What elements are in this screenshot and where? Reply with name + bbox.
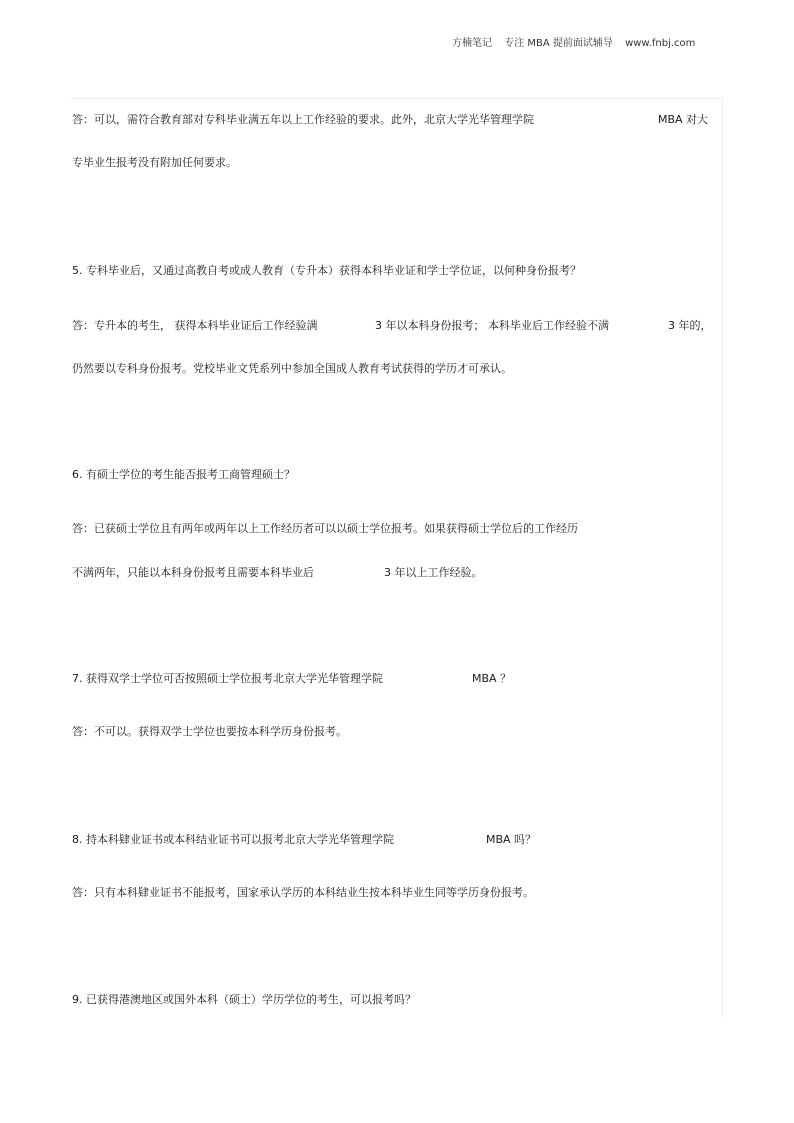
answer-5-line-1-tail: 3 年的， xyxy=(668,319,712,332)
answer-6-line-2: 不满两年，只能以本科身份报考且需要本科毕业后 xyxy=(72,566,314,579)
question-5: 5. 专科毕业后，又通过高教自考或成人教育（专升本）获得本科毕业证和学士学位证，以何种身份报考？ xyxy=(72,264,581,277)
page-header xyxy=(452,34,772,49)
question-7-tail: MBA ？ xyxy=(472,672,512,685)
frame-right-border xyxy=(722,98,723,1018)
answer-5-line-1: 答：专升本的考生， 获得本科毕业证后工作经验满 xyxy=(72,319,318,332)
answer-4-line-1-tail: MBA 对大 xyxy=(658,113,709,126)
answer-5-line-1-mid: 3 年以本科身份报考； 本科毕业后工作经验不满 xyxy=(375,319,609,332)
question-8: 8. 持本科肄业证书或本科结业证书可以报考北京大学光华管理学院 xyxy=(72,833,394,846)
frame-top-border xyxy=(70,98,722,99)
answer-6-line-1: 答：已获硕士学位且有两年或两年以上工作经历者可以以硕士学位报考。如果获得硕士学位后的工作经历 xyxy=(72,522,578,535)
question-7: 7. 获得双学士学位可否按照硕士学位报考北京大学光华管理学院 xyxy=(72,672,383,685)
answer-6-line-2-tail: 3 年以上工作经验。 xyxy=(384,566,483,579)
header-site-link[interactable]: www.fnbj.com xyxy=(625,38,696,49)
answer-5-line-2: 仍然要以专科身份报考。党校毕业文凭系列中参加全国成人教育考试获得的学历才可承认。 xyxy=(72,362,512,375)
question-6: 6. 有硕士学位的考生能否报考工商管理硕士？ xyxy=(72,468,295,481)
header-service: 专注 MBA 提前面试辅导 xyxy=(504,38,613,49)
answer-8: 答：只有本科肄业证书不能报考，国家承认学历的本科结业生按本科毕业生同等学历身份报考。 xyxy=(72,886,534,899)
question-8-tail: MBA 吗？ xyxy=(486,833,537,846)
question-9: 9. 已获得港澳地区或国外本科（硕士）学历学位的考生，可以报考吗？ xyxy=(72,993,416,1006)
answer-4-line-1: 答：可以，需符合教育部对专科毕业满五年以上工作经验的要求。此外，北京大学光华管理学院 xyxy=(72,113,534,126)
answer-7: 答：不可以。获得双学士学位也要按本科学历身份报考。 xyxy=(72,725,347,738)
answer-4-line-2: 专毕业生报考没有附加任何要求。 xyxy=(72,156,237,169)
header-brand: 方楠笔记 xyxy=(452,38,492,49)
